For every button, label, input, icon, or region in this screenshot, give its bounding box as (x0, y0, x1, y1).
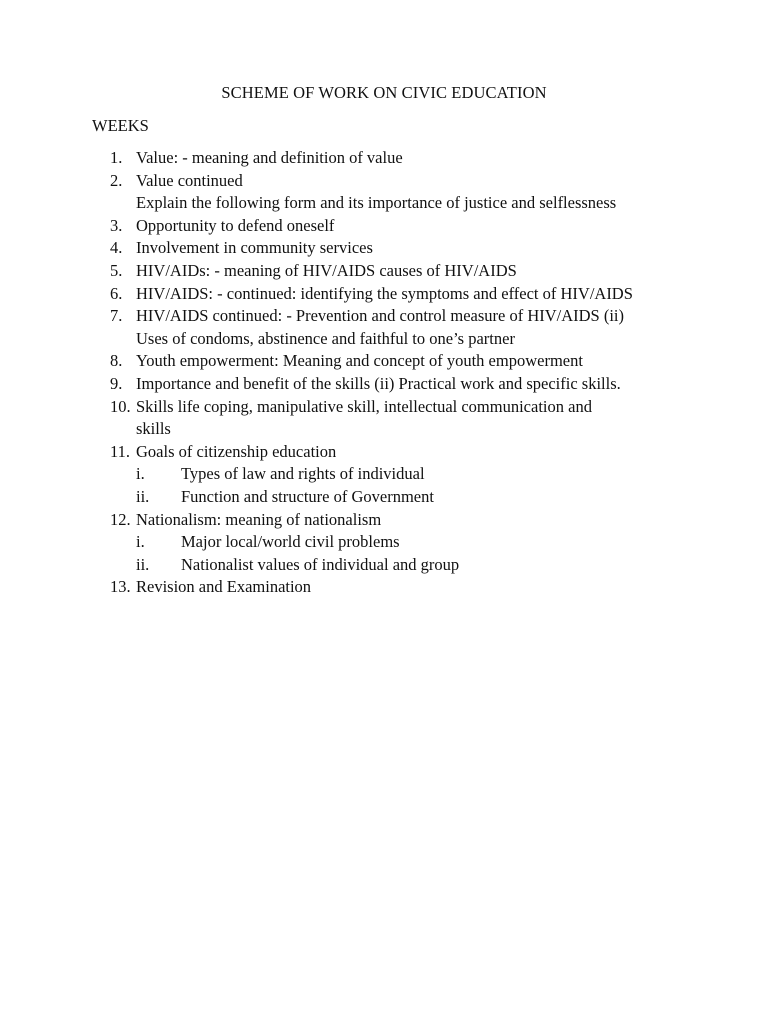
list-item-number: 4. (110, 238, 123, 258)
list-item-text: skills (136, 419, 171, 439)
list-item (0, 373, 768, 396)
sub-list-item-number: i. (136, 464, 145, 484)
list-item-text: Value: - meaning and definition of value (136, 148, 403, 167)
scheme-list (0, 147, 768, 599)
list-item (0, 283, 768, 306)
list-item-text: Uses of condoms, abstinence and faithful to one’s partner (136, 328, 515, 348)
list-item-number: 11. (110, 441, 131, 461)
sub-list-item-number: ii. (136, 554, 150, 574)
list-item (0, 147, 768, 170)
list-item-number: 1. (110, 148, 123, 167)
sub-list-item-number: i. (136, 532, 145, 552)
list-item-number: 12. (110, 509, 131, 529)
document-title: SCHEME OF WORK ON CIVIC EDUCATION (221, 83, 547, 102)
list-item (0, 576, 768, 599)
list-item (0, 396, 768, 419)
sub-list-item-number: ii. (136, 486, 150, 506)
list-item-text: HIV/AIDs: - meaning of HIV/AIDS causes of HIV/AIDS (136, 260, 517, 280)
list-item-number: 7. (110, 306, 123, 326)
sub-list-item-text: Major local/world civil problems (181, 532, 400, 552)
sub-list-item-text: Function and structure of Government (181, 486, 434, 506)
list-item-continuation (0, 192, 768, 215)
list-item-text: HIV/AIDS: - continued: identifying the symptoms and effect of HIV/AIDS (136, 283, 633, 303)
list-item (0, 350, 768, 373)
sub-list-item-text: Nationalist values of individual and group (181, 554, 460, 574)
list-item-continuation (0, 328, 768, 351)
list-item (0, 509, 768, 532)
list-item-number: 9. (110, 373, 123, 393)
list-item (0, 215, 768, 238)
list-item (0, 237, 768, 260)
list-item-continuation (0, 418, 768, 441)
list-item-number: 6. (110, 283, 123, 303)
list-item-text: Youth empowerment: Meaning and concept of youth empowerment (136, 351, 583, 371)
sub-list-item (0, 486, 768, 509)
list-item-number: 10. (110, 396, 131, 416)
list-item (0, 305, 768, 328)
sub-list-item (0, 554, 768, 577)
list-item-number: 5. (110, 260, 123, 280)
list-item (0, 260, 768, 283)
list-item-text: Opportunity to defend oneself (136, 215, 335, 235)
list-item-number: 2. (110, 170, 123, 190)
list-item-text: Explain the following form and its importance of justice and selflessness (136, 193, 617, 213)
list-item-text: Skills life coping, manipulative skill, intellectual communication and (136, 396, 592, 416)
list-item-text: Value continued (136, 170, 243, 190)
list-item-number: 8. (110, 351, 123, 371)
list-item-text: Goals of citizenship education (136, 441, 337, 461)
list-item-text: Importance and benefit of the skills (ii) Practical work and specific skills. (136, 373, 621, 393)
sub-list-item-text: Types of law and rights of individual (181, 464, 425, 484)
list-item-text: Involvement in community services (136, 238, 373, 258)
list-item-text: HIV/AIDS continued: - Prevention and control measure of HIV/AIDS (ii) (136, 306, 625, 326)
list-item-text: Revision and Examination (136, 577, 312, 597)
list-item-number: 3. (110, 215, 123, 235)
list-item-number: 13. (110, 577, 131, 597)
list-item-text: Nationalism: meaning of nationalism (136, 509, 382, 529)
weeks-heading: WEEKS (92, 116, 149, 135)
list-item (0, 170, 768, 193)
sub-list-item (0, 531, 768, 554)
sub-list-item (0, 463, 768, 486)
list-item (0, 441, 768, 464)
